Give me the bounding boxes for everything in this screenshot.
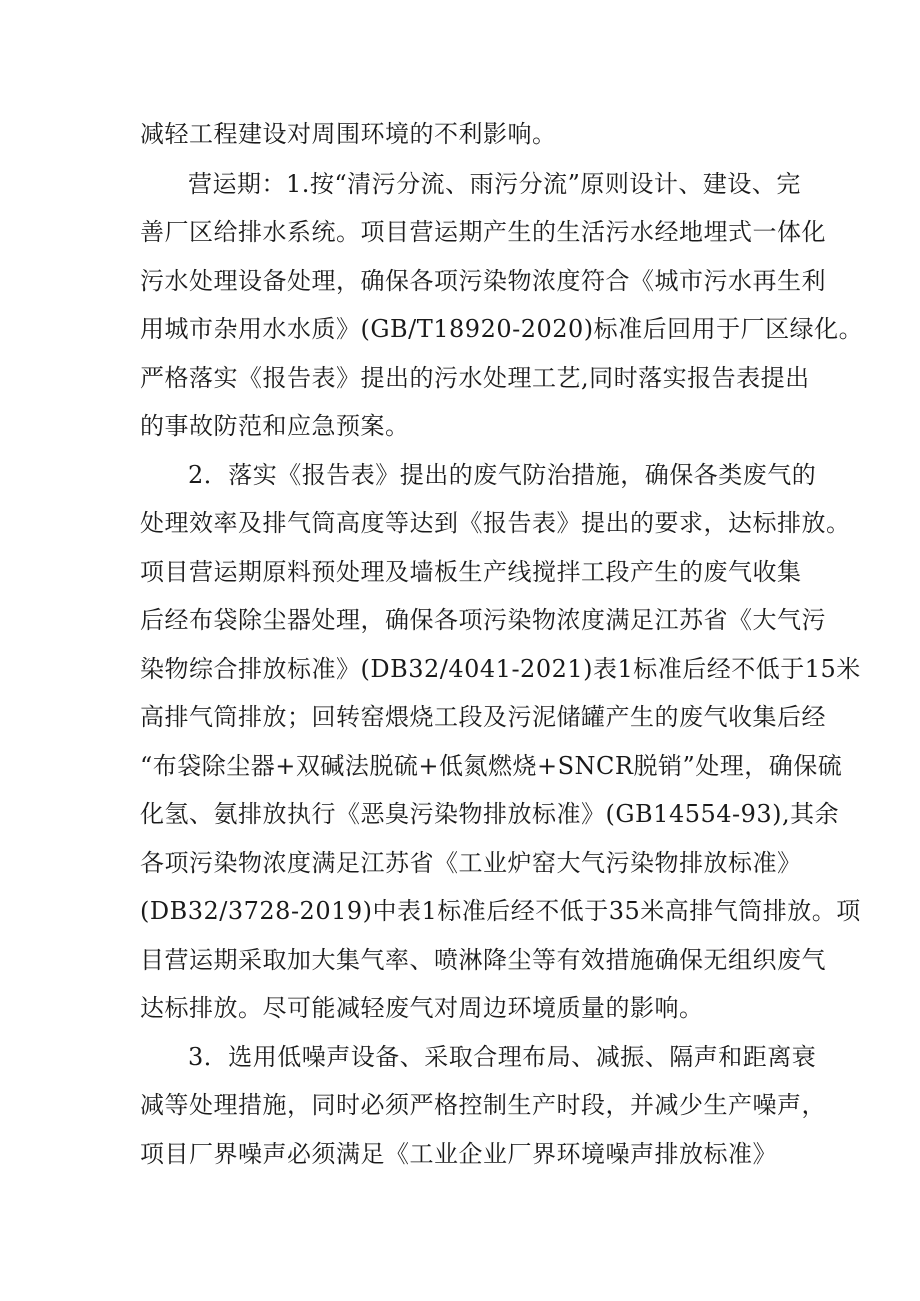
paragraph-start: 2．落实《报告表》提出的废气防治措施，确保各类废气的 — [188, 461, 817, 489]
paragraph-start: 3．选用低噪声设备、采取合理布局、减振、隔声和距离衰 — [188, 1043, 817, 1071]
text-line: 减等处理措施，同时必须严格控制生产时段，并减少生产噪声， — [140, 1091, 826, 1119]
text-line: 达标排放。尽可能减轻废气对周边环境质量的影响。 — [140, 994, 704, 1022]
text-line: 化氢、氨排放执行《恶臭污染物排放标准》(GB14554-93),其余 — [140, 800, 840, 828]
text-line: 用城市杂用水水质》(GB/T18920-2020)标准后回用于厂区绿化。 — [140, 315, 864, 343]
text-line: 严格落实《报告表》提出的污水处理工艺,同时落实报告表提出 — [140, 364, 810, 392]
text-line: 的事故防范和应急预案。 — [140, 412, 410, 440]
text-line: 项目厂界噪声必须满足《工业企业厂界环境噪声排放标准》 — [140, 1140, 777, 1168]
text-line: 减轻工程建设对周围环境的不利影响。 — [140, 120, 557, 148]
text-line: 项目营运期原料预处理及墙板生产线搅拌工段产生的废气收集 — [140, 558, 802, 586]
text-line: 目营运期采取加大集气率、喷淋降尘等有效措施确保无组织废气 — [140, 946, 826, 974]
text-line: 善厂区给排水系统。项目营运期产生的生活污水经地埋式一体化 — [140, 218, 826, 246]
text-line: 染物综合排放标准》(DB32/4041-2021)表1标准后经不低于15米 — [140, 655, 861, 683]
paragraph-start: 营运期：1.按“清污分流、雨污分流”原则设计、建设、完 — [188, 170, 801, 198]
text-line: 污水处理设备处理，确保各项污染物浓度符合《城市污水再生利 — [140, 267, 826, 295]
text-line: 处理效率及排气筒高度等达到《报告表》提出的要求，达标排放。 — [140, 509, 851, 537]
text-line: 高排气筒排放；回转窑煨烧工段及污泥储罐产生的废气收集后经 — [140, 703, 826, 731]
text-line: 各项污染物浓度满足江苏省《工业炉窑大气污染物排放标准》 — [140, 849, 802, 877]
text-line: 后经布袋除尘器处理，确保各项污染物浓度满足江苏省《大气污 — [140, 606, 826, 634]
text-line: “布袋除尘器+双碱法脱硫+低氮燃烧+SNCR脱销”处理，确保硫 — [140, 752, 843, 780]
text-line: (DB32/3728-2019)中表1标准后经不低于35米高排气筒排放。项 — [140, 897, 861, 925]
